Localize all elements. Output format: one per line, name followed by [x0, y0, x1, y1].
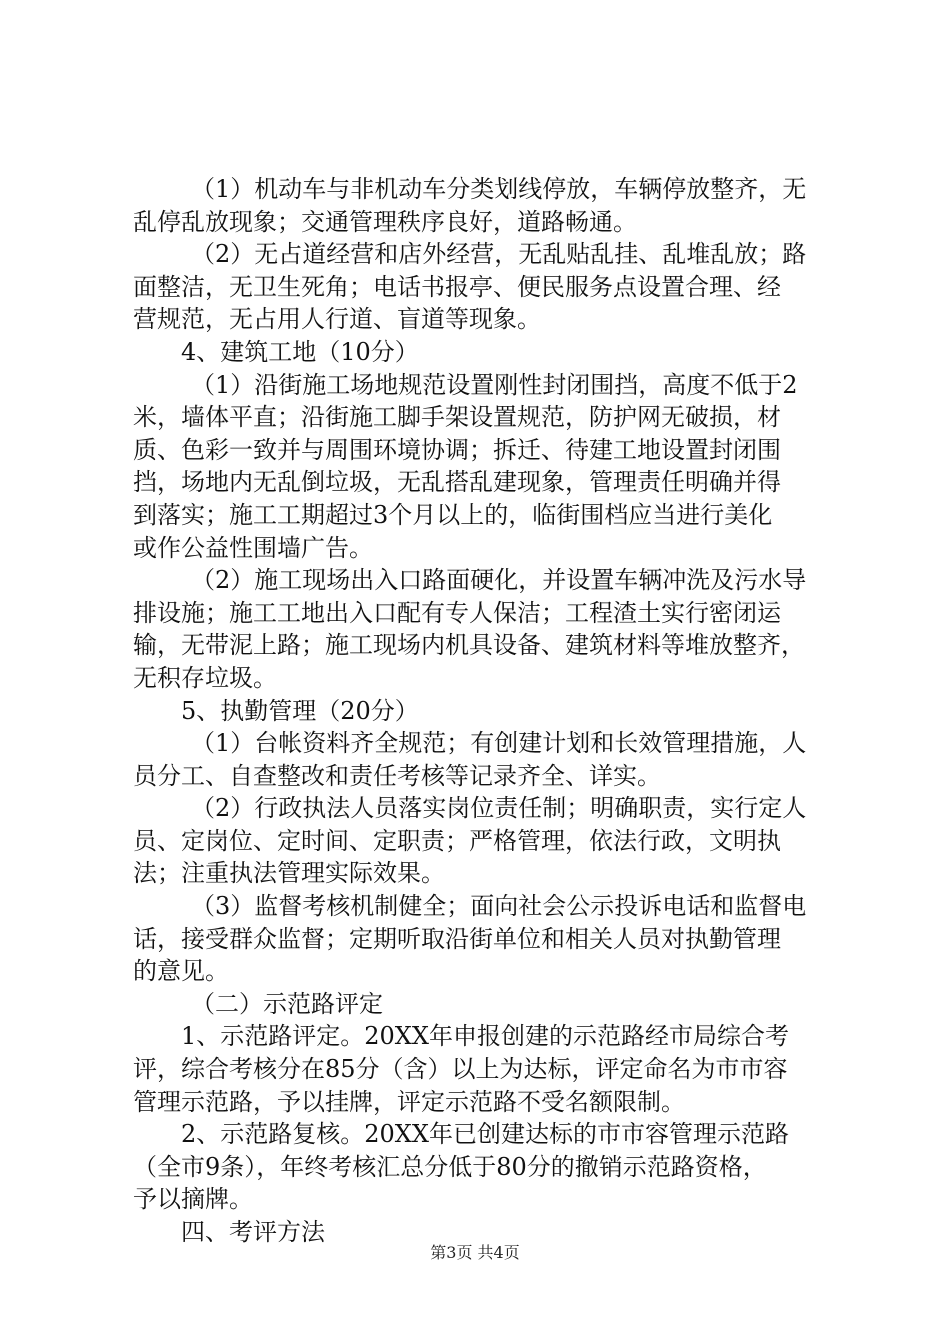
paragraph-line: （2）行政执法人员落实岗位责任制；明确职责，实行定人	[191, 794, 807, 823]
paragraph-line: 乱停乱放现象；交通管理秩序良好，道路畅通。	[133, 207, 637, 236]
paragraph-line: 输，无带泥上路；施工现场内机具设备、建筑材料等堆放整齐，	[133, 631, 805, 660]
paragraph-line: 营规范，无占用人行道、盲道等现象。	[133, 305, 541, 334]
paragraph-line: 1、示范路评定。20XX年申报创建的示范路经市局综合考	[181, 1022, 789, 1051]
paragraph-line: （1）机动车与非机动车分类划线停放，车辆停放整齐，无	[191, 175, 807, 203]
paragraph-line: 话，接受群众监督；定期听取沿街单位和相关人员对执勤管理	[133, 924, 781, 953]
paragraph-line: （全市9条），年终考核汇总分低于80分的撤销示范路资格，	[133, 1152, 767, 1181]
paragraph-line: 2、示范路复核。20XX年已创建达标的市市容管理示范路	[181, 1120, 789, 1149]
paragraph-line: （3）监督考核机制健全；面向社会公示投诉电话和监督电	[191, 892, 807, 921]
section-heading: 5、执勤管理（20分）	[181, 696, 419, 725]
paragraph-line: （1）沿街施工场地规范设置刚性封闭围挡，高度不低于2	[191, 370, 798, 399]
paragraph-line: 到落实；施工工期超过3个月以上的，临街围档应当进行美化	[133, 500, 773, 529]
paragraph-line: 米，墙体平直；沿街施工脚手架设置规范，防护网无破损，材	[133, 403, 781, 432]
paragraph-line: （1）台帐资料齐全规范；有创建计划和长效管理措施，人	[191, 729, 807, 758]
paragraph-line: 管理示范路，予以挂牌，评定示范路不受名额限制。	[133, 1087, 685, 1116]
section-heading: （二）示范路评定	[191, 989, 383, 1018]
paragraph-line: 予以摘牌。	[133, 1185, 253, 1214]
section-heading: 4、建筑工地（10分）	[181, 337, 419, 366]
page-footer: 第3页 共4页	[430, 1243, 520, 1262]
document-body	[133, 173, 838, 1249]
paragraph-line: 排设施；施工工地出入口配有专人保洁；工程渣土实行密闭运	[133, 598, 781, 627]
paragraph-line: 评，综合考核分在85分（含）以上为达标，评定命名为市市容	[133, 1055, 788, 1084]
paragraph-line: 的意见。	[133, 957, 229, 986]
paragraph-line: 法；注重执法管理实际效果。	[133, 859, 445, 888]
paragraph-line: 员分工、自查整改和责任考核等记录齐全、详实。	[133, 761, 661, 790]
paragraph-line: 无积存垃圾。	[133, 663, 277, 692]
paragraph-line: 或作公益性围墙广告。	[133, 533, 373, 562]
paragraph-line: （2）施工现场出入口路面硬化，并设置车辆冲洗及污水导	[191, 566, 807, 595]
paragraph-line: 质、色彩一致并与周围环境协调；拆迁、待建工地设置封闭围	[133, 435, 781, 464]
paragraph-line: （2）无占道经营和店外经营，无乱贴乱挂、乱堆乱放；路	[191, 240, 807, 269]
paragraph-line: 面整洁，无卫生死角；电话书报亭、便民服务点设置合理、经	[133, 272, 781, 301]
paragraph-line: 员、定岗位、定时间、定职责；严格管理，依法行政，文明执	[133, 826, 781, 855]
paragraph-line: 挡，场地内无乱倒垃圾，无乱搭乱建现象，管理责任明确并得	[133, 468, 781, 497]
section-heading: 四、考评方法	[181, 1218, 325, 1246]
